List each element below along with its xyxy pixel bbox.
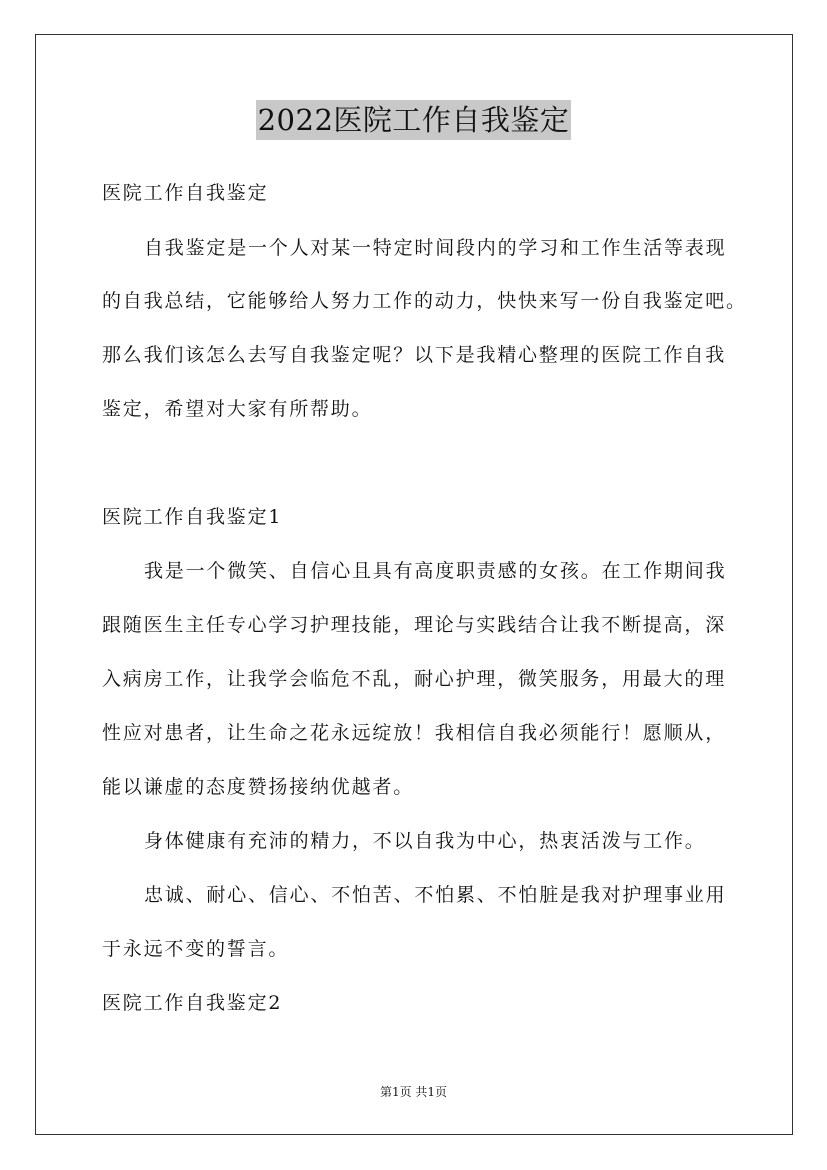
document-title: 2022医院工作自我鉴定 <box>256 100 572 140</box>
section-heading-2: 医院工作自我鉴定2 <box>102 992 283 1014</box>
section-heading-1: 医院工作自我鉴定1 <box>102 506 283 528</box>
paragraph-line: 那么我们该怎么去写自我鉴定呢？以下是我精心整理的医院工作自我 <box>102 344 727 366</box>
paragraph-line: 能以谦虚的态度赞扬接纳优越者。 <box>102 776 415 798</box>
paragraph-line: 跟随医生主任专心学习护理技能，理论与实践结合让我不断提高，深 <box>102 614 727 636</box>
paragraph-line: 我是一个微笑、自信心且具有高度职责感的女孩。在工作期间我 <box>144 560 727 582</box>
paragraph-line: 鉴定，希望对大家有所帮助。 <box>102 398 373 420</box>
paragraph-line: 的自我总结，它能够给人努力工作的动力，快快来写一份自我鉴定吧。 <box>102 290 747 312</box>
paragraph-line: 忠诚、耐心、信心、不怕苦、不怕累、不怕脏是我对护理事业用 <box>144 884 727 906</box>
paragraph-line: 性应对患者，让生命之花永远绽放！我相信自我必须能行！愿顺从， <box>102 722 727 744</box>
paragraph-line: 身体健康有充沛的精力，不以自我为中心，热衷活泼与工作。 <box>144 830 706 852</box>
title-container <box>0 100 827 140</box>
paragraph-line: 自我鉴定是一个人对某一特定时间段内的学习和工作生活等表现 <box>144 237 727 259</box>
paragraph-line: 于永远不变的誓言。 <box>102 938 290 960</box>
page-footer: 第1页 共1页 <box>379 1085 448 1099</box>
paragraph-line: 入病房工作，让我学会临危不乱，耐心护理，微笑服务，用最大的理 <box>102 668 727 690</box>
intro-heading: 医院工作自我鉴定 <box>102 182 269 204</box>
